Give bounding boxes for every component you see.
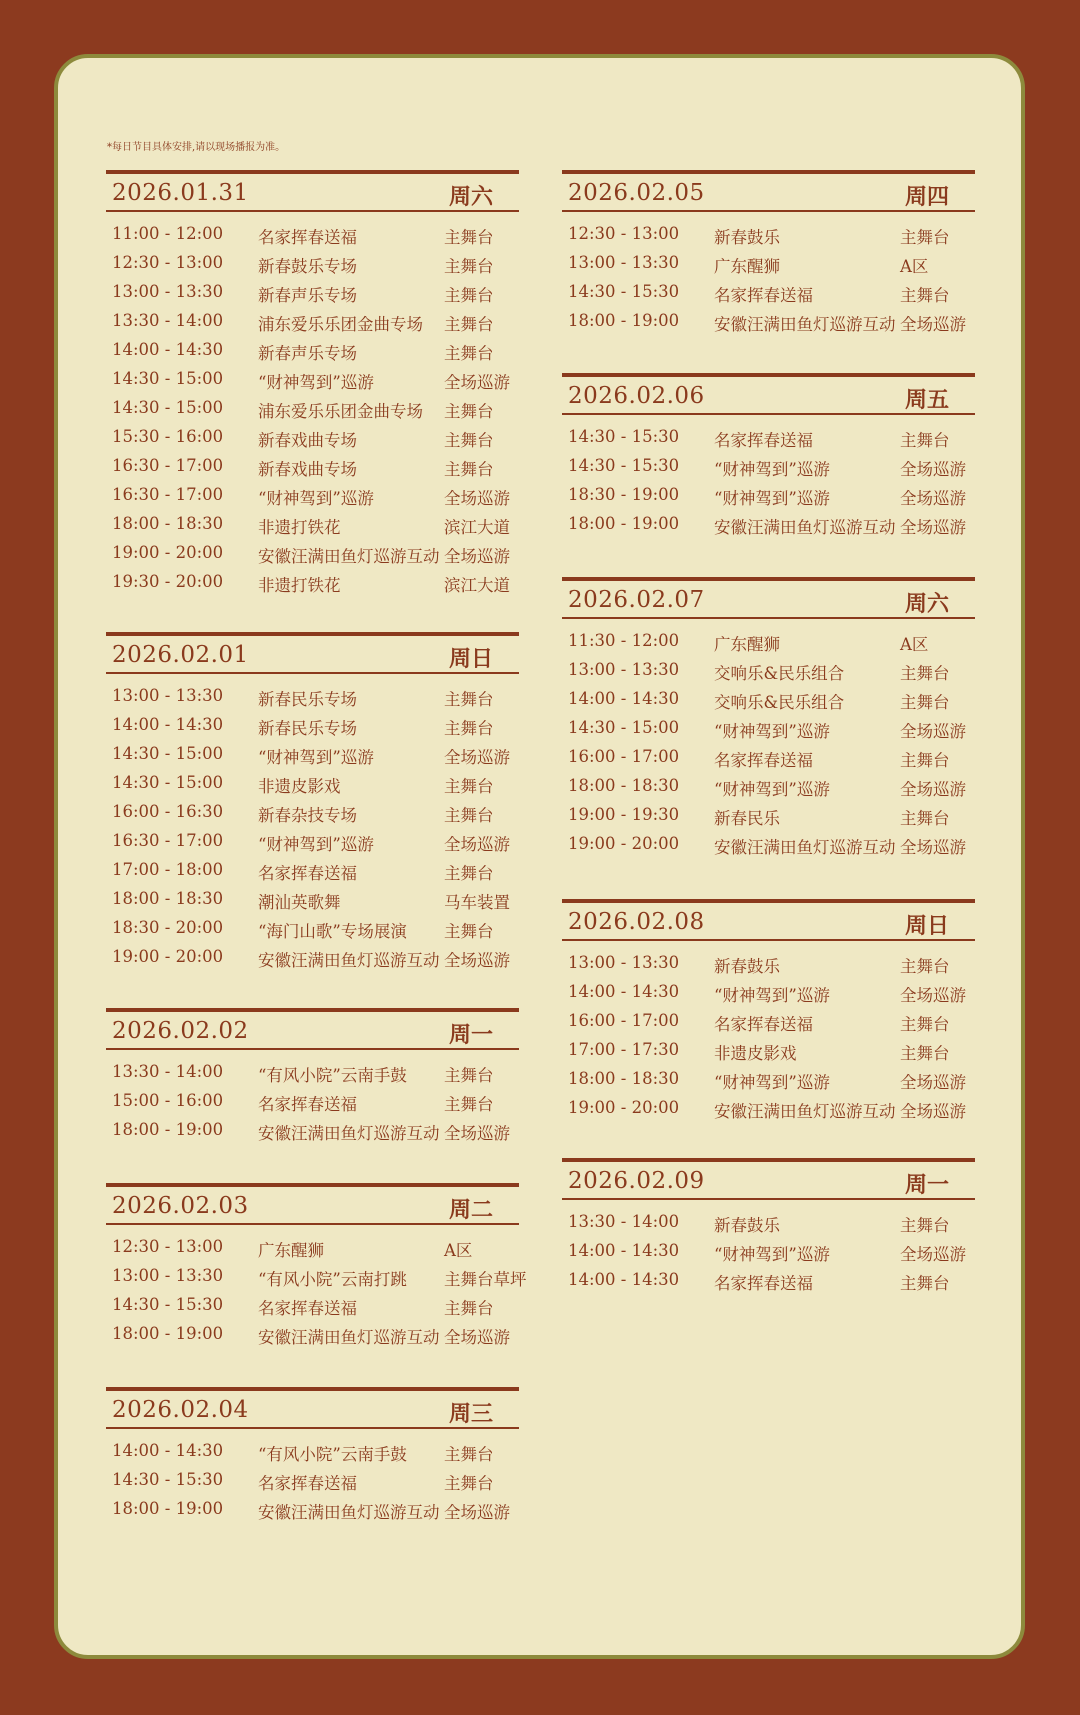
event-location: 全场巡游	[900, 518, 966, 537]
event-row	[562, 425, 975, 454]
event-program: 名家挥春送福	[258, 228, 357, 247]
event-row	[106, 396, 519, 425]
event-location: 滨江大道	[444, 576, 510, 595]
event-location: 主舞台	[900, 957, 950, 976]
day-date: 2026.02.09	[568, 1168, 705, 1194]
event-row	[106, 858, 519, 887]
event-row	[106, 945, 519, 974]
event-row	[106, 887, 519, 916]
event-program: 新春杂技专场	[258, 806, 357, 825]
event-time: 18:00 - 19:00	[568, 311, 680, 330]
event-program: 新春鼓乐	[714, 957, 780, 976]
event-row	[106, 1293, 519, 1322]
event-time: 14:00 - 14:30	[568, 1270, 680, 1289]
event-row	[562, 658, 975, 687]
event-row	[562, 251, 975, 280]
event-program: “财神驾到”巡游	[258, 835, 374, 854]
event-program: 新春戏曲专场	[258, 431, 357, 450]
event-time: 13:00 - 13:30	[112, 1266, 224, 1285]
day-date: 2026.01.31	[112, 180, 249, 206]
event-location: 全场巡游	[900, 986, 966, 1005]
event-list	[106, 684, 519, 974]
day-weekday: 周三	[448, 1401, 493, 1427]
event-location: 主舞台	[444, 402, 494, 421]
event-location: 主舞台	[444, 1445, 494, 1464]
event-location: A区	[900, 257, 929, 276]
event-location: 主舞台	[444, 719, 494, 738]
event-row	[106, 454, 519, 483]
event-location: 全场巡游	[900, 315, 966, 334]
event-time: 11:00 - 12:00	[112, 224, 224, 243]
day-date: 2026.02.01	[112, 642, 249, 668]
event-location: 主舞台	[444, 286, 494, 305]
event-location: 全场巡游	[444, 748, 510, 767]
event-time: 14:00 - 14:30	[568, 1241, 680, 1260]
event-row	[106, 800, 519, 829]
event-location: 主舞台	[444, 431, 494, 450]
day-date: 2026.02.07	[568, 587, 705, 613]
event-program: 名家挥春送福	[258, 1299, 357, 1318]
event-program: 新春民乐专场	[258, 690, 357, 709]
event-program: 广东醒狮	[714, 635, 780, 654]
event-row	[106, 280, 519, 309]
event-time: 17:00 - 18:00	[112, 860, 224, 879]
event-program: 名家挥春送福	[714, 1015, 813, 1034]
event-program: 安徽汪满田鱼灯巡游互动	[714, 518, 896, 537]
day-block	[106, 632, 519, 974]
event-time: 13:00 - 13:30	[568, 953, 680, 972]
event-time: 14:30 - 15:00	[112, 369, 224, 388]
event-location: 全场巡游	[900, 489, 966, 508]
event-time: 18:00 - 19:00	[112, 1120, 224, 1139]
event-time: 14:30 - 15:00	[568, 718, 680, 737]
event-time: 14:30 - 15:30	[568, 456, 680, 475]
event-time: 18:00 - 19:00	[568, 514, 680, 533]
event-time: 14:00 - 14:30	[568, 982, 680, 1001]
event-row	[106, 309, 519, 338]
event-time: 13:30 - 14:00	[568, 1212, 680, 1231]
event-list	[562, 222, 975, 338]
event-time: 19:00 - 19:30	[568, 805, 680, 824]
event-row	[106, 425, 519, 454]
event-program: “有风小院”云南手鼓	[258, 1066, 407, 1085]
event-location: 主舞台	[444, 257, 494, 276]
event-program: 新春声乐专场	[258, 286, 357, 305]
event-time: 18:00 - 18:30	[568, 1069, 680, 1088]
event-time: 13:00 - 13:30	[112, 282, 224, 301]
event-time: 14:00 - 14:30	[112, 1441, 224, 1460]
event-time: 18:00 - 19:00	[112, 1324, 224, 1343]
event-row	[106, 483, 519, 512]
event-program: “财神驾到”巡游	[714, 460, 830, 479]
day-header	[106, 170, 519, 212]
event-location: 全场巡游	[900, 722, 966, 741]
event-program: “财神驾到”巡游	[258, 489, 374, 508]
event-program: 非遗皮影戏	[258, 777, 341, 796]
day-header	[562, 1158, 975, 1200]
day-weekday: 周六	[904, 591, 949, 617]
day-header	[562, 577, 975, 619]
event-location: 主舞台	[900, 1015, 950, 1034]
event-time: 19:00 - 20:00	[112, 947, 224, 966]
event-row	[106, 367, 519, 396]
event-time: 14:30 - 15:00	[112, 398, 224, 417]
event-program: 潮汕英歌舞	[258, 893, 341, 912]
event-location: 主舞台	[900, 693, 950, 712]
event-row	[106, 1060, 519, 1089]
event-program: “财神驾到”巡游	[714, 722, 830, 741]
event-location: 全场巡游	[444, 1124, 510, 1143]
event-row	[106, 742, 519, 771]
event-row	[106, 222, 519, 251]
day-date: 2026.02.06	[568, 383, 705, 409]
event-row	[106, 1235, 519, 1264]
event-program: 非遗打铁花	[258, 518, 341, 537]
event-program: “财神驾到”巡游	[714, 780, 830, 799]
event-location: 马车装置	[444, 893, 510, 912]
event-row	[562, 1239, 975, 1268]
event-row	[106, 1118, 519, 1147]
event-time: 16:00 - 17:00	[568, 747, 680, 766]
event-program: 名家挥春送福	[258, 1474, 357, 1493]
day-block	[562, 170, 975, 338]
event-list	[106, 1060, 519, 1147]
event-time: 14:30 - 15:30	[568, 427, 680, 446]
day-block	[562, 899, 975, 1125]
day-weekday: 周二	[448, 1197, 493, 1223]
day-block	[562, 373, 975, 541]
event-time: 16:00 - 16:30	[112, 802, 224, 821]
event-row	[562, 832, 975, 861]
event-location: 主舞台	[900, 809, 950, 828]
event-row	[562, 1067, 975, 1096]
event-program: 安徽汪满田鱼灯巡游互动	[258, 1124, 440, 1143]
event-location: 主舞台	[900, 1216, 950, 1235]
event-program: 名家挥春送福	[714, 286, 813, 305]
event-program: “财神驾到”巡游	[258, 373, 374, 392]
event-time: 17:00 - 17:30	[568, 1040, 680, 1059]
day-header	[106, 632, 519, 674]
event-program: 广东醒狮	[258, 1241, 324, 1260]
event-program: 浦东爱乐乐团金曲专场	[258, 402, 423, 421]
event-row	[562, 951, 975, 980]
event-program: 安徽汪满田鱼灯巡游互动	[714, 1102, 896, 1121]
event-program: 非遗打铁花	[258, 576, 341, 595]
event-time: 14:00 - 14:30	[112, 715, 224, 734]
event-program: 名家挥春送福	[714, 431, 813, 450]
event-time: 11:30 - 12:00	[568, 631, 680, 650]
day-date: 2026.02.05	[568, 180, 705, 206]
event-location: 主舞台	[444, 922, 494, 941]
event-location: 主舞台	[900, 1274, 950, 1293]
event-location: 主舞台	[444, 1474, 494, 1493]
event-time: 15:00 - 16:00	[112, 1091, 224, 1110]
event-row	[106, 1322, 519, 1351]
event-row	[562, 512, 975, 541]
day-date: 2026.02.08	[568, 909, 705, 935]
event-row	[562, 803, 975, 832]
event-time: 13:30 - 14:00	[112, 311, 224, 330]
event-location: 全场巡游	[444, 547, 510, 566]
event-row	[106, 512, 519, 541]
event-location: 全场巡游	[900, 1073, 966, 1092]
day-block	[562, 577, 975, 861]
event-location: 主舞台	[444, 1299, 494, 1318]
event-location: 主舞台	[900, 228, 950, 247]
event-time: 18:00 - 19:00	[112, 1499, 224, 1518]
event-program: 新春民乐专场	[258, 719, 357, 738]
event-row	[562, 222, 975, 251]
day-block	[106, 1387, 519, 1526]
event-location: 主舞台	[444, 460, 494, 479]
day-weekday: 周四	[904, 184, 949, 210]
event-time: 14:30 - 15:00	[112, 773, 224, 792]
event-program: 新春鼓乐	[714, 1216, 780, 1235]
event-row	[106, 916, 519, 945]
event-row	[106, 570, 519, 599]
event-program: 安徽汪满田鱼灯巡游互动	[258, 1503, 440, 1522]
day-date: 2026.02.03	[112, 1193, 249, 1219]
event-time: 16:30 - 17:00	[112, 456, 224, 475]
event-location: A区	[444, 1241, 473, 1260]
event-program: 交响乐&民乐组合	[714, 693, 845, 712]
event-time: 14:30 - 15:30	[112, 1295, 224, 1314]
event-time: 16:30 - 17:00	[112, 485, 224, 504]
schedule-note: *每日节目具体安排,请以现场播报为准。	[107, 142, 286, 153]
event-program: 名家挥春送福	[258, 864, 357, 883]
event-time: 13:00 - 13:30	[568, 253, 680, 272]
event-row	[106, 251, 519, 280]
event-row	[562, 1009, 975, 1038]
event-time: 12:30 - 13:00	[112, 253, 224, 272]
event-location: 主舞台	[444, 1095, 494, 1114]
event-row	[106, 1439, 519, 1468]
event-time: 13:30 - 14:00	[112, 1062, 224, 1081]
event-location: 全场巡游	[444, 1328, 510, 1347]
event-row	[106, 829, 519, 858]
event-location: A区	[900, 635, 929, 654]
day-header	[562, 170, 975, 212]
event-row	[562, 745, 975, 774]
event-row	[562, 1268, 975, 1297]
event-program: “有风小院”云南打跳	[258, 1270, 407, 1289]
day-block	[106, 1183, 527, 1351]
event-program: 安徽汪满田鱼灯巡游互动	[258, 1328, 440, 1347]
event-time: 12:30 - 13:00	[568, 224, 680, 243]
day-block	[106, 170, 519, 599]
event-row	[562, 980, 975, 1009]
event-row	[562, 1096, 975, 1125]
event-location: 主舞台	[900, 664, 950, 683]
event-program: “财神驾到”巡游	[714, 1073, 830, 1092]
event-row	[106, 1468, 519, 1497]
event-location: 全场巡游	[900, 1245, 966, 1264]
event-program: 非遗皮影戏	[714, 1044, 797, 1063]
event-row	[562, 687, 975, 716]
day-block	[562, 1158, 975, 1297]
day-header	[106, 1183, 519, 1225]
day-header	[562, 373, 975, 415]
event-program: “海门山歌”专场展演	[258, 922, 407, 941]
event-program: 名家挥春送福	[714, 751, 813, 770]
event-program: 新春鼓乐专场	[258, 257, 357, 276]
event-location: 全场巡游	[900, 838, 966, 857]
event-location: 全场巡游	[900, 460, 966, 479]
event-time: 15:30 - 16:00	[112, 427, 224, 446]
event-program: 新春民乐	[714, 809, 780, 828]
event-location: 主舞台	[444, 806, 494, 825]
event-location: 主舞台	[444, 228, 494, 247]
event-location: 主舞台	[444, 690, 494, 709]
event-program: “财神驾到”巡游	[714, 1245, 830, 1264]
event-program: 安徽汪满田鱼灯巡游互动	[714, 838, 896, 857]
event-row	[562, 716, 975, 745]
event-row	[562, 454, 975, 483]
event-program: 广东醒狮	[714, 257, 780, 276]
event-row	[106, 684, 519, 713]
event-time: 14:30 - 15:00	[112, 744, 224, 763]
event-time: 14:00 - 14:30	[568, 689, 680, 708]
event-row	[106, 771, 519, 800]
event-location: 全场巡游	[900, 1102, 966, 1121]
event-location: 主舞台	[444, 777, 494, 796]
day-header	[106, 1387, 519, 1429]
event-location: 全场巡游	[900, 780, 966, 799]
day-date: 2026.02.02	[112, 1018, 249, 1044]
event-program: 新春声乐专场	[258, 344, 357, 363]
event-row	[106, 713, 519, 742]
event-time: 13:00 - 13:30	[112, 686, 224, 705]
event-row	[106, 1264, 527, 1293]
event-program: 安徽汪满田鱼灯巡游互动	[258, 547, 440, 566]
event-time: 16:00 - 17:00	[568, 1011, 680, 1030]
day-date: 2026.02.04	[112, 1397, 249, 1423]
event-row	[562, 309, 975, 338]
event-row	[106, 1497, 519, 1526]
event-time: 12:30 - 13:00	[112, 1237, 224, 1256]
event-location: 主舞台	[444, 344, 494, 363]
event-list	[106, 1235, 527, 1351]
event-program: “有风小院”云南手鼓	[258, 1445, 407, 1464]
event-list	[562, 425, 975, 541]
event-location: 全场巡游	[444, 951, 510, 970]
day-header	[562, 899, 975, 941]
day-weekday: 周一	[904, 1172, 949, 1198]
day-weekday: 周日	[904, 913, 949, 939]
event-program: 浦东爱乐乐团金曲专场	[258, 315, 423, 334]
event-program: 名家挥春送福	[714, 1274, 813, 1293]
event-location: 全场巡游	[444, 1503, 510, 1522]
event-program: 安徽汪满田鱼灯巡游互动	[258, 951, 440, 970]
event-row	[562, 1210, 975, 1239]
event-list	[562, 1210, 975, 1297]
event-time: 19:00 - 20:00	[112, 543, 224, 562]
event-location: 主舞台	[444, 864, 494, 883]
day-weekday: 周一	[448, 1022, 493, 1048]
event-row	[562, 629, 975, 658]
event-time: 18:00 - 18:30	[112, 514, 224, 533]
day-weekday: 周五	[904, 387, 949, 413]
event-program: “财神驾到”巡游	[714, 489, 830, 508]
event-list	[562, 629, 975, 861]
event-time: 19:00 - 20:00	[568, 1098, 680, 1117]
event-location: 主舞台	[900, 1044, 950, 1063]
event-program: 名家挥春送福	[258, 1095, 357, 1114]
event-location: 主舞台	[900, 286, 950, 305]
event-row	[562, 280, 975, 309]
day-block	[106, 1008, 519, 1147]
event-row	[562, 774, 975, 803]
event-program: “财神驾到”巡游	[258, 748, 374, 767]
event-list	[106, 1439, 519, 1526]
event-time: 14:30 - 15:30	[568, 282, 680, 301]
event-program: 安徽汪满田鱼灯巡游互动	[714, 315, 896, 334]
event-location: 主舞台	[900, 431, 950, 450]
event-location: 滨江大道	[444, 518, 510, 537]
event-location: 主舞台	[444, 315, 494, 334]
event-time: 18:30 - 20:00	[112, 918, 224, 937]
event-time: 14:00 - 14:30	[112, 340, 224, 359]
event-list	[106, 222, 519, 599]
event-row	[562, 483, 975, 512]
event-row	[106, 338, 519, 367]
event-row	[562, 1038, 975, 1067]
event-location: 全场巡游	[444, 835, 510, 854]
event-time: 18:00 - 18:30	[112, 889, 224, 908]
event-time: 19:00 - 20:00	[568, 834, 680, 853]
event-location: 全场巡游	[444, 373, 510, 392]
day-weekday: 周六	[448, 184, 493, 210]
event-program: 新春戏曲专场	[258, 460, 357, 479]
event-time: 18:30 - 19:00	[568, 485, 680, 504]
event-time: 14:30 - 15:30	[112, 1470, 224, 1489]
event-time: 18:00 - 18:30	[568, 776, 680, 795]
day-header	[106, 1008, 519, 1050]
event-row	[106, 1089, 519, 1118]
event-row	[106, 541, 519, 570]
event-time: 13:00 - 13:30	[568, 660, 680, 679]
event-location: 主舞台	[444, 1066, 494, 1085]
event-location: 主舞台草坪	[444, 1270, 527, 1289]
event-time: 16:30 - 17:00	[112, 831, 224, 850]
event-location: 全场巡游	[444, 489, 510, 508]
day-weekday: 周日	[448, 646, 493, 672]
event-list	[562, 951, 975, 1125]
event-program: 新春鼓乐	[714, 228, 780, 247]
event-time: 19:30 - 20:00	[112, 572, 224, 591]
event-program: 交响乐&民乐组合	[714, 664, 845, 683]
event-location: 主舞台	[900, 751, 950, 770]
event-program: “财神驾到”巡游	[714, 986, 830, 1005]
